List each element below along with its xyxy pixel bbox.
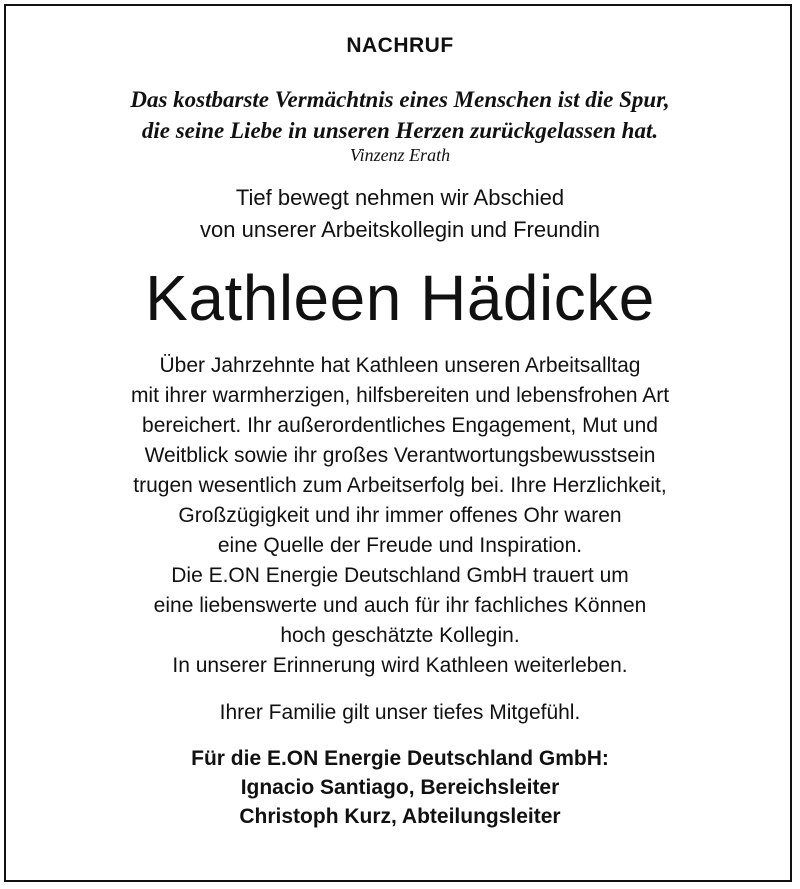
intro-line: Tief bewegt nehmen wir Abschied	[235, 185, 565, 210]
tribute-line: hoch geschätzte Kollegin.	[280, 624, 520, 647]
tribute-text	[0, 351, 800, 681]
tribute-line: In unserer Erinnerung wird Kathleen weiterleben.	[172, 654, 628, 677]
signature-block	[0, 744, 800, 831]
tribute-line: Über Jahrzehnte hat Kathleen unseren Arbeitsalltag	[159, 354, 641, 377]
sympathy-line: Ihrer Familie gilt unser tiefes Mitgefühl.	[219, 701, 581, 724]
memorial-quote	[0, 84, 800, 146]
tribute-line: eine Quelle der Freude und Inspiration.	[217, 534, 583, 557]
tribute-line: Die E.ON Energie Deutschland GmbH trauert um	[171, 564, 629, 587]
tribute-line: trugen wesentlich zum Arbeitserfolg bei. Ihre Herzlichkeit,	[133, 474, 667, 497]
intro-line: von unserer Arbeitskollegin und Freundin	[200, 217, 600, 242]
quote-author: Vinzenz Erath	[349, 145, 451, 165]
signature-line: Für die E.ON Energie Deutschland GmbH:	[191, 747, 609, 770]
signature-line: Ignacio Santiago, Bereichsleiter	[240, 776, 560, 799]
tribute-line: Großzügigkeit und ihr immer offenes Ohr waren	[178, 504, 622, 527]
notice-heading: NACHRUF	[346, 34, 454, 57]
quote-line: Das kostbarste Vermächtnis eines Menschen ist die Spur,	[130, 87, 670, 112]
tribute-line: Weitblick sowie ihr großes Verantwortungsbewusstsein	[144, 444, 656, 467]
tribute-line: eine liebenswerte und auch für ihr fachliches Können	[153, 594, 647, 617]
tribute-line: mit ihrer warmherzigen, hilfsbereiten und lebensfrohen Art	[130, 384, 670, 407]
signature-line: Christoph Kurz, Abteilungsleiter	[239, 805, 561, 828]
quote-line: die seine Liebe in unseren Herzen zurückgelassen hat.	[141, 118, 659, 143]
farewell-intro	[0, 182, 800, 246]
tribute-line: bereichert. Ihr außerordentliches Engagement, Mut und	[142, 414, 658, 437]
deceased-name: Kathleen Hädicke	[145, 262, 655, 334]
